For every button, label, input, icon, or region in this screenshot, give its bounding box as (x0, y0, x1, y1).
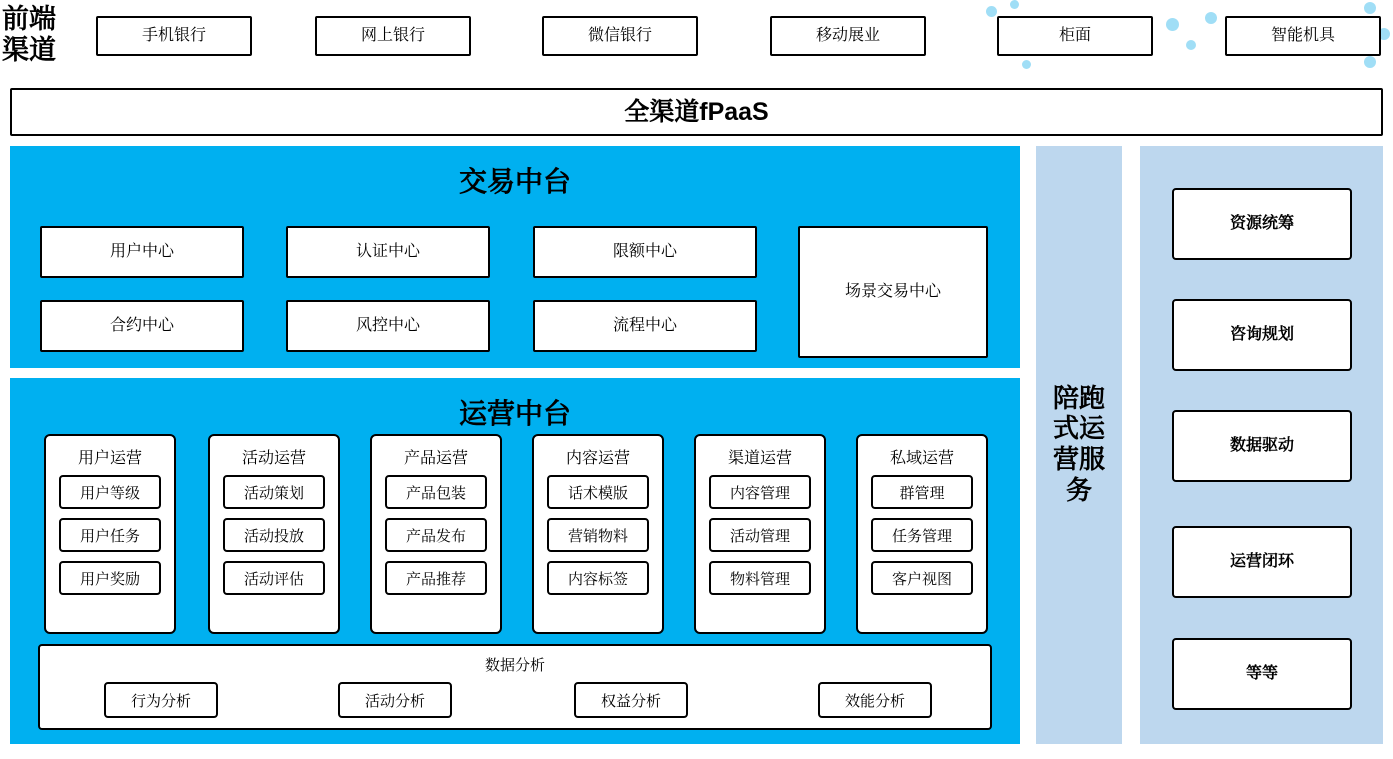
trade-box-label: 风控中心 (355, 316, 420, 334)
ops-item[interactable]: 活动策划 (223, 475, 325, 509)
right-box-label: 资源统筹 (1229, 214, 1294, 232)
ops-column-title: 私域运营 (889, 450, 954, 467)
accompanying-service-line3: 营服 (1052, 445, 1105, 474)
data-analysis-title: 数据分析 (484, 657, 545, 674)
channel-box-mobile-bank[interactable] (96, 16, 252, 56)
ops-item[interactable]: 群管理 (871, 475, 973, 509)
ops-column-channel[interactable] (694, 434, 826, 634)
ops-item[interactable]: 营销物料 (547, 518, 649, 552)
trade-box-risk-center[interactable] (286, 300, 490, 352)
ops-column-title: 产品运营 (403, 450, 468, 467)
ops-item[interactable]: 产品包装 (385, 475, 487, 509)
ops-item[interactable]: 话术模版 (547, 475, 649, 509)
accompanying-service-line1: 陪跑 (1052, 383, 1105, 413)
ops-item[interactable]: 产品发布 (385, 518, 487, 552)
ops-item[interactable]: 活动管理 (709, 518, 811, 552)
decorative-dot (1364, 56, 1376, 68)
ops-column-title: 内容运营 (565, 450, 630, 467)
channel-box-mobile-business[interactable] (770, 16, 926, 56)
data-analysis-item-activity[interactable]: 活动分析 (338, 682, 452, 718)
trade-box-label: 限额中心 (612, 242, 677, 260)
trade-box-auth-center[interactable] (286, 226, 490, 278)
trade-box-limit-center[interactable] (533, 226, 757, 278)
trade-center-title: 交易中台 (458, 167, 571, 198)
channel-box-label: 手机银行 (141, 26, 206, 44)
ops-item[interactable]: 内容标签 (547, 561, 649, 595)
ops-column-product[interactable] (370, 434, 502, 634)
ops-item[interactable]: 活动评估 (223, 561, 325, 595)
right-box-label: 等等 (1245, 664, 1278, 682)
right-box-resource-planning[interactable] (1172, 188, 1352, 260)
right-box-etc[interactable] (1172, 638, 1352, 710)
trade-box-label: 合约中心 (109, 316, 174, 334)
decorative-dot (986, 6, 997, 17)
ops-item[interactable]: 用户奖励 (59, 561, 161, 595)
omni-channel-fpaas-bar[interactable] (10, 88, 1383, 136)
accompanying-service-line2: 式运 (1052, 414, 1105, 444)
ops-center-title: 运营中台 (458, 399, 571, 430)
right-box-label: 运营闭环 (1229, 552, 1294, 570)
decorative-dot (1205, 12, 1217, 24)
right-box-label: 数据驱动 (1229, 436, 1294, 454)
channel-box-smart-machine[interactable] (1225, 16, 1381, 56)
data-analysis-item-benefit[interactable]: 权益分析 (574, 682, 688, 718)
channel-box-label: 微信银行 (587, 26, 652, 44)
decorative-dot (1166, 18, 1179, 31)
decorative-dot (1186, 40, 1196, 50)
ops-column-title: 活动运营 (241, 450, 306, 467)
ops-column-content[interactable] (532, 434, 664, 634)
ops-column-activity[interactable] (208, 434, 340, 634)
trade-box-scene-center[interactable] (798, 226, 988, 358)
channel-box-online-bank[interactable] (315, 16, 471, 56)
trade-box-label: 认证中心 (355, 242, 420, 260)
right-box-consulting-planning[interactable] (1172, 299, 1352, 371)
ops-column-private-domain[interactable] (856, 434, 988, 634)
ops-column-user[interactable] (44, 434, 176, 634)
front-channel-label-line1: 前端 (2, 3, 56, 34)
ops-item[interactable]: 物料管理 (709, 561, 811, 595)
ops-column-title: 渠道运营 (727, 450, 792, 467)
right-box-data-driven[interactable] (1172, 410, 1352, 482)
ops-item[interactable]: 客户视图 (871, 561, 973, 595)
channel-box-label: 柜面 (1058, 26, 1091, 44)
decorative-dot (1364, 2, 1376, 14)
decorative-dot (1010, 0, 1019, 9)
trade-box-user-center[interactable] (40, 226, 244, 278)
trade-box-label: 流程中心 (612, 316, 677, 334)
ops-item[interactable]: 内容管理 (709, 475, 811, 509)
data-analysis-item-efficiency[interactable]: 效能分析 (818, 682, 932, 718)
channel-box-label: 移动展业 (815, 26, 880, 44)
trade-box-label: 场景交易中心 (844, 282, 941, 300)
ops-item[interactable]: 任务管理 (871, 518, 973, 552)
right-box-label: 咨询规划 (1229, 325, 1294, 343)
ops-item[interactable]: 用户等级 (59, 475, 161, 509)
right-box-ops-closed-loop[interactable] (1172, 526, 1352, 598)
trade-box-contract-center[interactable] (40, 300, 244, 352)
accompanying-service-label (1036, 380, 1122, 510)
fpaas-label: 全渠道fPaaS (624, 97, 769, 126)
front-channel-label-line2: 渠道 (2, 35, 56, 65)
accompanying-service-line4: 务 (1065, 475, 1092, 505)
trade-box-process-center[interactable] (533, 300, 757, 352)
ops-item[interactable]: 用户任务 (59, 518, 161, 552)
ops-item[interactable]: 活动投放 (223, 518, 325, 552)
channel-box-wechat-bank[interactable] (542, 16, 698, 56)
ops-column-title: 用户运营 (77, 450, 142, 467)
channel-box-counter[interactable] (997, 16, 1153, 56)
trade-box-label: 用户中心 (109, 242, 174, 260)
channel-box-label: 智能机具 (1270, 26, 1335, 44)
data-analysis-item-behavior[interactable]: 行为分析 (104, 682, 218, 718)
ops-item[interactable]: 产品推荐 (385, 561, 487, 595)
front-channel-label (2, 2, 86, 68)
decorative-dot (1022, 60, 1031, 69)
channel-box-label: 网上银行 (360, 26, 425, 44)
